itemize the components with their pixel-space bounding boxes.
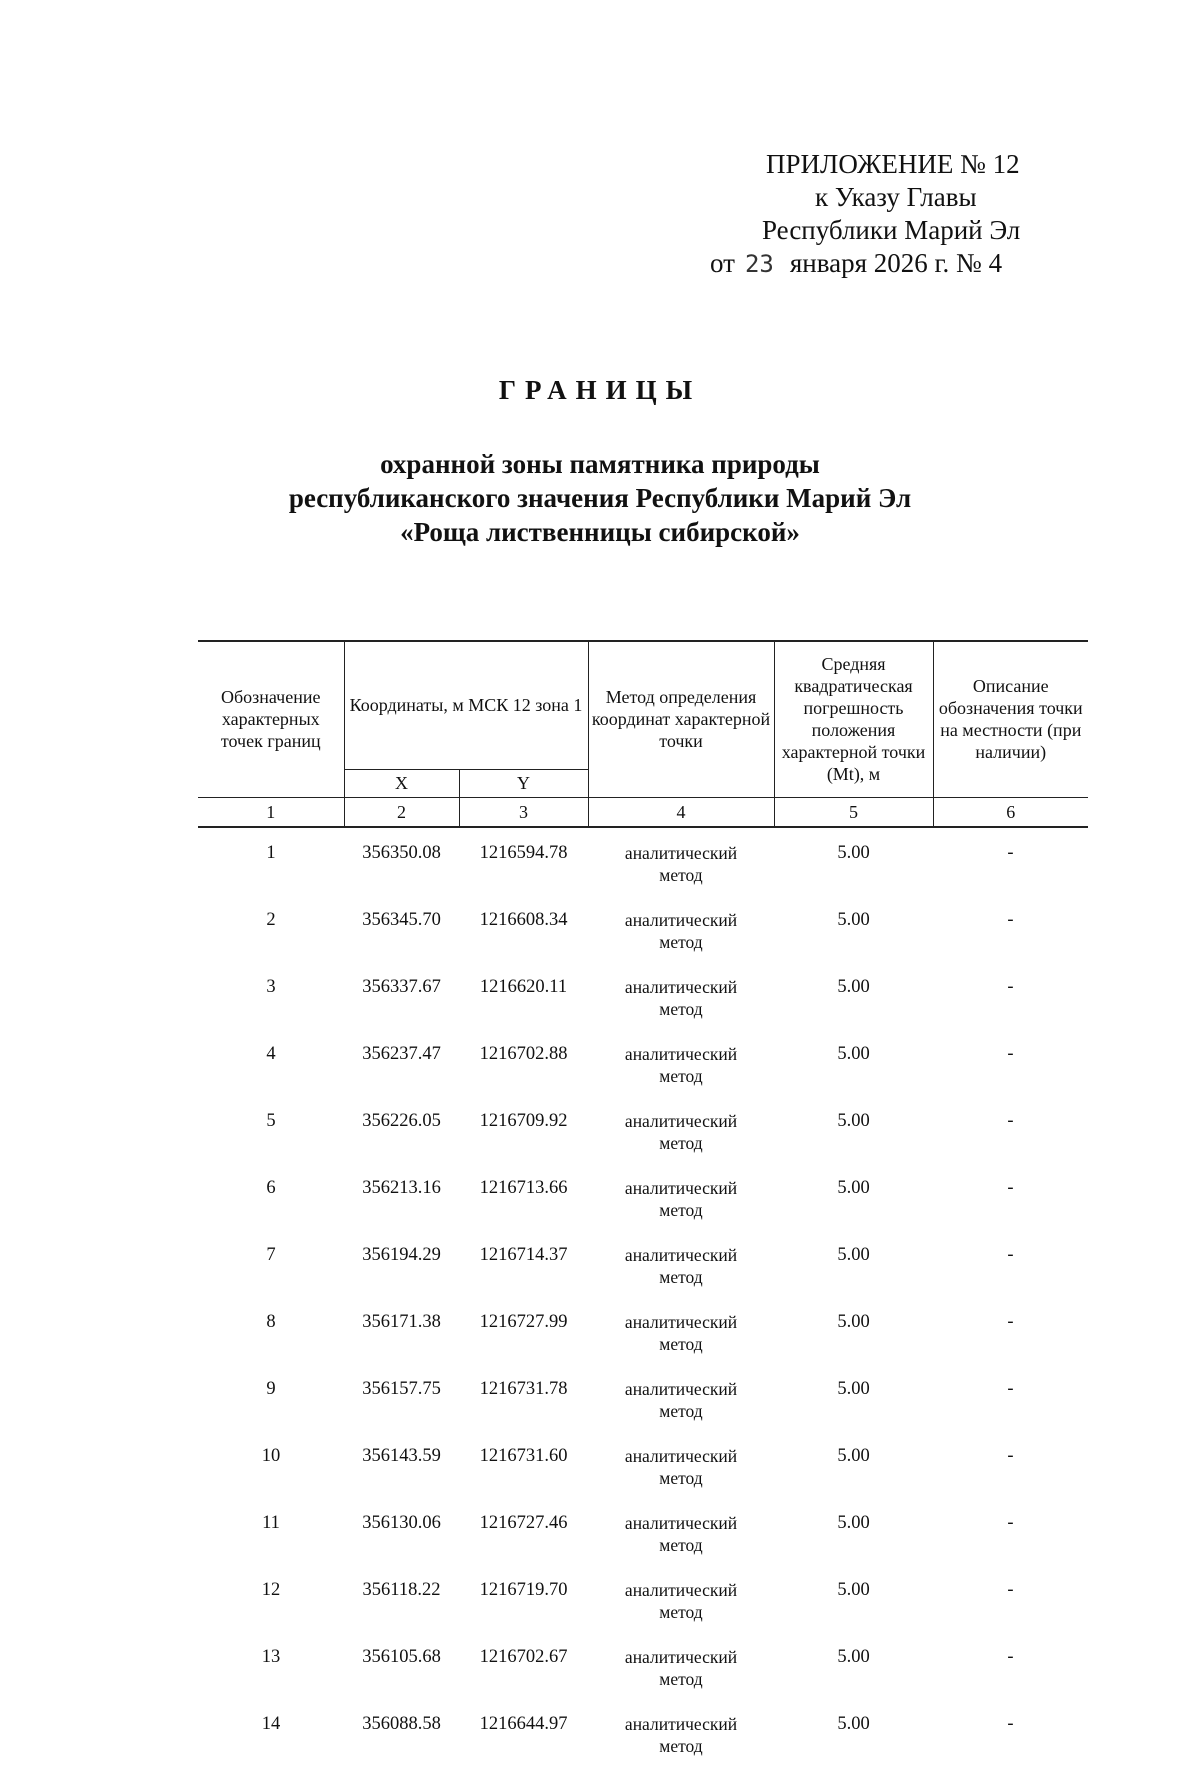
error-value: 5.00 [837, 1713, 870, 1734]
method-line-2: метод [659, 1601, 703, 1622]
description-value: - [1007, 1579, 1014, 1600]
coord-y: 1216594.78 [479, 842, 568, 863]
description-value: - [1007, 976, 1014, 997]
error-value: 5.00 [837, 1110, 870, 1131]
coord-y: 1216709.92 [479, 1110, 568, 1131]
date-rest: января 2026 г. № 4 [789, 248, 1003, 278]
method-cell [588, 1500, 774, 1567]
error-value: 5.00 [837, 1445, 870, 1466]
table-row [198, 1701, 1088, 1768]
coord-y: 1216702.67 [479, 1646, 568, 1667]
table-body [198, 827, 1088, 1768]
column-number: 2 [344, 797, 459, 827]
subtitle-line-3: «Роща лиственницы сибирской» [400, 517, 800, 547]
method-cell [588, 897, 774, 964]
header-y: Y [459, 769, 588, 797]
method-line-2: метод [659, 998, 703, 1019]
method-line-1: аналитический [624, 1110, 738, 1131]
method-cell [588, 827, 774, 897]
method-cell [588, 1232, 774, 1299]
coord-x: 356226.05 [362, 1110, 441, 1131]
coord-x: 356171.38 [362, 1311, 441, 1332]
description-value: - [1007, 1445, 1014, 1466]
error-value: 5.00 [837, 1043, 870, 1064]
method-line-2: метод [659, 1668, 703, 1689]
method-line-1: аналитический [624, 909, 738, 930]
method-line-1: аналитический [624, 1043, 738, 1064]
description-value: - [1007, 1646, 1014, 1667]
description-value: - [1007, 1512, 1014, 1533]
method-cell [588, 1098, 774, 1165]
header-coords: Координаты, м МСК 12 зона 1 [344, 641, 588, 769]
point-number: 13 [261, 1646, 281, 1667]
method-line-1: аналитический [624, 1445, 738, 1466]
coord-y: 1216727.99 [479, 1311, 568, 1332]
coord-y: 1216702.88 [479, 1043, 568, 1064]
method-line-2: метод [659, 1735, 703, 1756]
table-row [198, 897, 1088, 964]
method-cell [588, 1299, 774, 1366]
point-number: 11 [262, 1512, 280, 1533]
appendix-number: ПРИЛОЖЕНИЕ № 12 [766, 149, 1020, 179]
point-number: 2 [266, 909, 276, 930]
coord-x: 356237.47 [362, 1043, 441, 1064]
point-number: 14 [261, 1713, 281, 1734]
description-value: - [1007, 1244, 1014, 1265]
coord-y: 1216644.97 [479, 1713, 568, 1734]
method-line-2: метод [659, 931, 703, 952]
subtitle-line-1: охранной зоны памятника природы [380, 449, 820, 479]
column-number: 6 [933, 797, 1088, 827]
coord-y: 1216713.66 [479, 1177, 568, 1198]
column-number: 3 [459, 797, 588, 827]
coord-y: 1216731.60 [479, 1445, 568, 1466]
point-number: 1 [266, 842, 276, 863]
table-row [198, 1433, 1088, 1500]
table-row [198, 1567, 1088, 1634]
table-row [198, 1098, 1088, 1165]
coord-x: 356088.58 [362, 1713, 441, 1734]
method-cell [588, 1366, 774, 1433]
date-prefix: от [710, 248, 735, 278]
description-value: - [1007, 1311, 1014, 1332]
point-number: 6 [266, 1177, 276, 1198]
point-number: 12 [261, 1579, 281, 1600]
error-value: 5.00 [837, 976, 870, 997]
appendix-republic: Республики Марий Эл [762, 215, 1021, 245]
method-line-1: аналитический [624, 1378, 738, 1399]
column-number: 4 [588, 797, 774, 827]
method-cell [588, 1567, 774, 1634]
method-line-2: метод [659, 1467, 703, 1488]
table-row [198, 964, 1088, 1031]
method-line-1: аналитический [624, 1311, 738, 1332]
point-number: 4 [266, 1043, 276, 1064]
method-line-2: метод [659, 1534, 703, 1555]
method-cell [588, 1031, 774, 1098]
description-value: - [1007, 1378, 1014, 1399]
table-row [198, 1031, 1088, 1098]
error-value: 5.00 [837, 1646, 870, 1667]
method-line-1: аналитический [624, 976, 738, 997]
coord-x: 356213.16 [362, 1177, 441, 1198]
description-value: - [1007, 1110, 1014, 1131]
coord-x: 356105.68 [362, 1646, 441, 1667]
method-line-1: аналитический [624, 1177, 738, 1198]
method-line-2: метод [659, 1400, 703, 1421]
coord-x: 356194.29 [362, 1244, 441, 1265]
description-value: - [1007, 909, 1014, 930]
table-row [198, 1634, 1088, 1701]
error-value: 5.00 [837, 909, 870, 930]
coord-x: 356130.06 [362, 1512, 441, 1533]
error-value: 5.00 [837, 1579, 870, 1600]
method-cell [588, 1433, 774, 1500]
method-cell [588, 1165, 774, 1232]
coord-y: 1216731.78 [479, 1378, 568, 1399]
method-line-1: аналитический [624, 1579, 738, 1600]
header-description: Описание обозначения точки на местности (при наличии) [933, 641, 1088, 797]
method-line-2: метод [659, 1266, 703, 1287]
header-point: Обозначение характерных точек границ [198, 641, 344, 797]
header-error: Средняя квадратическая погрешность положения характерной точки (Mt), м [774, 641, 933, 797]
coord-y: 1216714.37 [479, 1244, 568, 1265]
error-value: 5.00 [837, 1177, 870, 1198]
subtitle-line-2: республиканского значения Республики Марий Эл [288, 483, 912, 513]
method-line-2: метод [659, 864, 703, 885]
appendix-header [680, 148, 1040, 281]
table-row [198, 1232, 1088, 1299]
method-line-2: метод [659, 1065, 703, 1086]
method-line-2: метод [659, 1132, 703, 1153]
coord-x: 356143.59 [362, 1445, 441, 1466]
coord-x: 356345.70 [362, 909, 441, 930]
coord-x: 356118.22 [362, 1579, 441, 1600]
description-value: - [1007, 1043, 1014, 1064]
table-row [198, 1299, 1088, 1366]
coord-y: 1216608.34 [479, 909, 568, 930]
coord-x: 356350.08 [362, 842, 441, 863]
point-number: 10 [261, 1445, 281, 1466]
appendix-date [680, 247, 1040, 281]
table-row [198, 1366, 1088, 1433]
coord-y: 1216727.46 [479, 1512, 568, 1533]
page-title: ГРАНИЦЫ [498, 375, 702, 405]
error-value: 5.00 [837, 842, 870, 863]
method-line-1: аналитический [624, 1646, 738, 1667]
method-line-1: аналитический [624, 1512, 738, 1533]
method-cell [588, 964, 774, 1031]
error-value: 5.00 [837, 1378, 870, 1399]
description-value: - [1007, 842, 1014, 863]
coord-x: 356337.67 [362, 976, 441, 997]
error-value: 5.00 [837, 1311, 870, 1332]
method-line-1: аналитический [624, 1244, 738, 1265]
column-number: 1 [198, 797, 344, 827]
method-line-2: метод [659, 1199, 703, 1220]
table-row [198, 827, 1088, 897]
header-x: X [344, 769, 459, 797]
method-line-1: аналитический [624, 1713, 738, 1734]
coord-x: 356157.75 [362, 1378, 441, 1399]
header-method: Метод определения координат характерной точки [588, 641, 774, 797]
method-cell [588, 1634, 774, 1701]
table-row [198, 1500, 1088, 1567]
method-line-1: аналитический [624, 842, 738, 863]
method-cell [588, 1701, 774, 1768]
description-value: - [1007, 1177, 1014, 1198]
appendix-decree: к Указу Главы [815, 182, 977, 212]
error-value: 5.00 [837, 1244, 870, 1265]
error-value: 5.00 [837, 1512, 870, 1533]
page-subtitle [0, 447, 1200, 549]
point-number: 8 [266, 1311, 276, 1332]
point-number: 9 [266, 1378, 276, 1399]
method-line-2: метод [659, 1333, 703, 1354]
point-number: 7 [266, 1244, 276, 1265]
point-number: 5 [266, 1110, 276, 1131]
coord-y: 1216620.11 [479, 976, 568, 997]
date-day: 23 [744, 250, 774, 278]
table-row [198, 1165, 1088, 1232]
column-number: 5 [774, 797, 933, 827]
description-value: - [1007, 1713, 1014, 1734]
point-number: 3 [266, 976, 276, 997]
boundary-table [198, 640, 1088, 1768]
coord-y: 1216719.70 [479, 1579, 568, 1600]
